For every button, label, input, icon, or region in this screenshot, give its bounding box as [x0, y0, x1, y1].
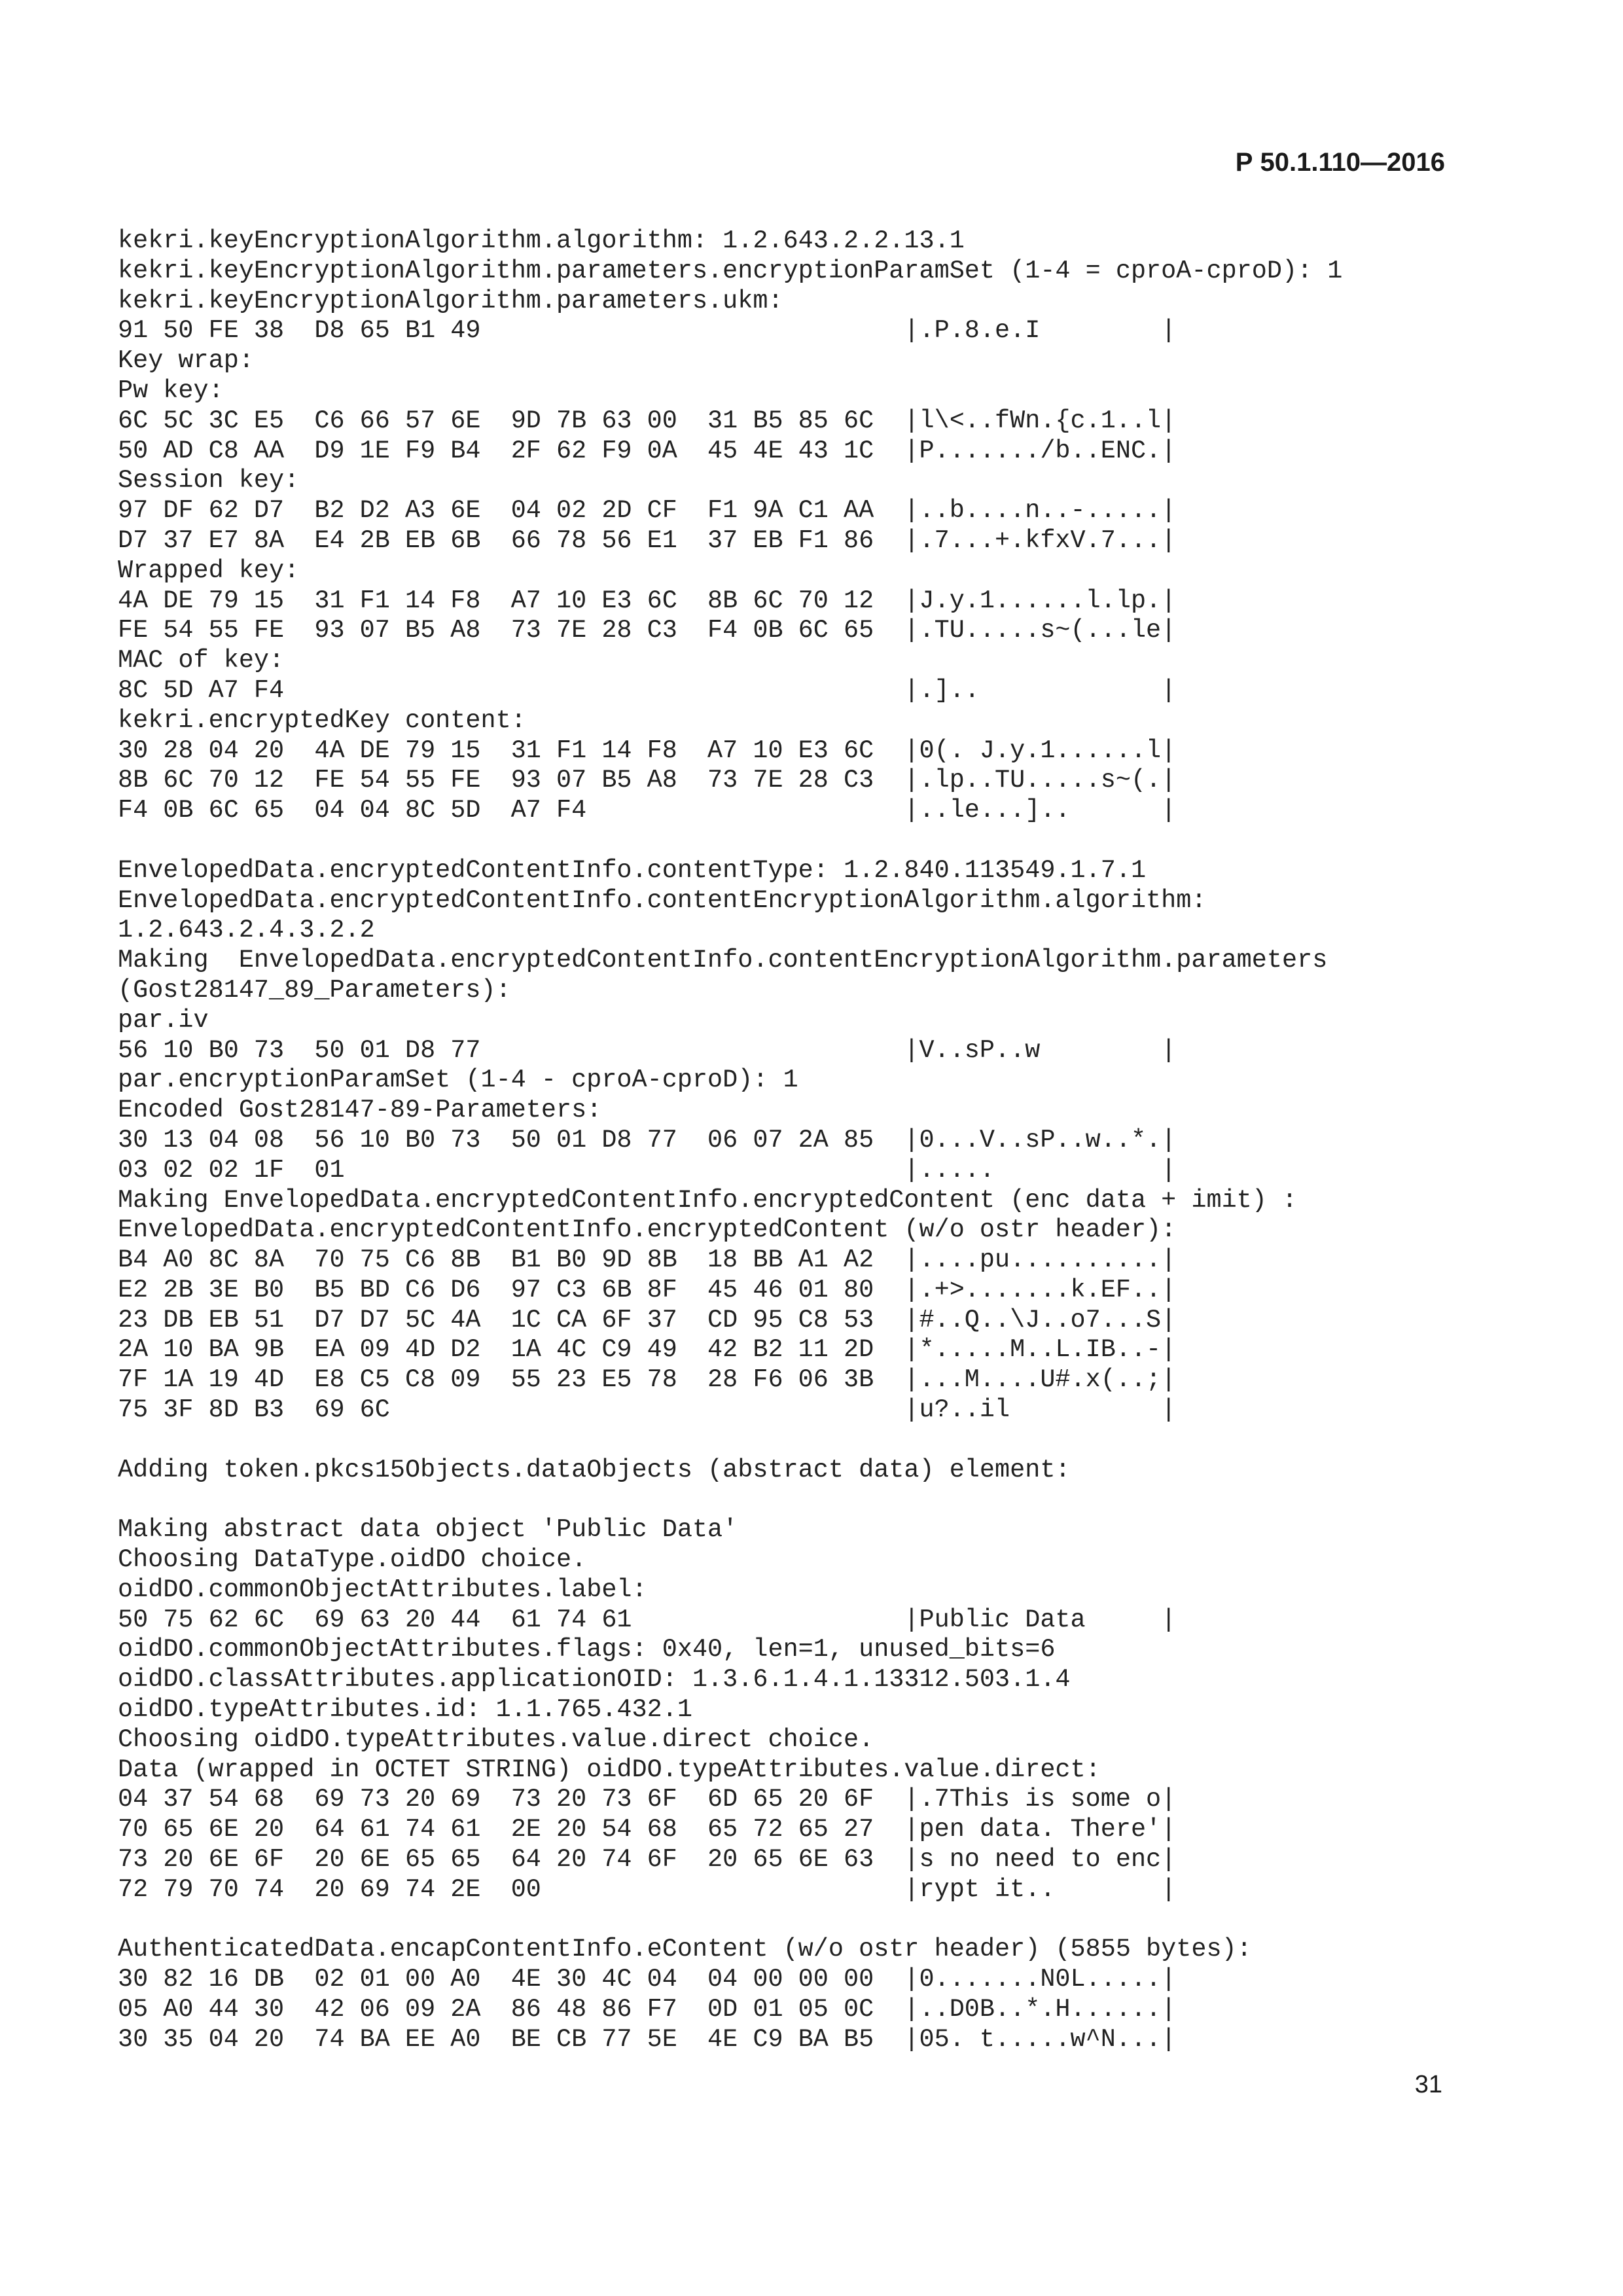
listing-line: 30 13 04 08 56 10 B0 73 50 01 D8 77 06 07 2A 85 |0...V..sP..w..*.|	[118, 1125, 1177, 1155]
listing-line: oidDO.commonObjectAttributes.flags: 0x40, len=1, unused_bits=6	[118, 1635, 1056, 1664]
listing-line: Encoded Gost28147-89-Parameters:	[118, 1096, 602, 1125]
listing-line: 2A 10 BA 9B EA 09 4D D2 1A 4C C9 49 42 B2 11 2D |*.....M..L.IB..-|	[118, 1335, 1177, 1365]
listing-line: 72 79 70 74 20 69 74 2E 00 |rypt it.. |	[118, 1874, 1177, 1904]
listing-line: 73 20 6E 6F 20 6E 65 65 64 20 74 6F 20 65 6E 63 |s no need to enc|	[118, 1845, 1177, 1874]
listing-line: kekri.keyEncryptionAlgorithm.parameters.encryptionParamSet (1-4 = cproA-cproD): 1	[118, 256, 1343, 285]
code-listing	[118, 226, 1342, 2055]
listing-line: 75 3F 8D B3 69 6C |u?..il |	[118, 1395, 1177, 1425]
listing-line: oidDO.typeAttributes.id: 1.1.765.432.1	[118, 1695, 692, 1725]
listing-line: Adding token.pkcs15Objects.dataObjects (abstract data) element:	[118, 1455, 1071, 1484]
listing-line: 30 82 16 DB 02 01 00 A0 4E 30 4C 04 04 00 00 00 |0.......N0L.....|	[118, 1965, 1177, 1994]
blank-line	[118, 1485, 1342, 1515]
listing-line: oidDO.commonObjectAttributes.label:	[118, 1575, 647, 1604]
listing-line: Making EnvelopedData.encryptedContentInfo.contentEncryptionAlgorithm.parameters	[118, 946, 1328, 975]
listing-line: Choosing oidDO.typeAttributes.value.direct choice.	[118, 1725, 874, 1754]
listing-line: FE 54 55 FE 93 07 B5 A8 73 7E 28 C3 F4 0B 6C 65 |.TU.....s~(...le|	[118, 616, 1177, 645]
listing-line: Wrapped key:	[118, 556, 300, 585]
listing-line: (Gost28147_89_Parameters):	[118, 975, 511, 1005]
listing-line: 4A DE 79 15 31 F1 14 F8 A7 10 E3 6C 8B 6C 70 12 |J.y.1......l.lp.|	[118, 586, 1177, 615]
listing-line: oidDO.classAttributes.applicationOID: 1.3.6.1.4.1.13312.503.1.4	[118, 1665, 1071, 1695]
listing-line: 6C 5C 3C E5 C6 66 57 6E 9D 7B 63 00 31 B5 85 6C |l\<..fWn.{c.1..l|	[118, 406, 1177, 435]
listing-line: 8B 6C 70 12 FE 54 55 FE 93 07 B5 A8 73 7E 28 C3 |.lp..TU.....s~(.|	[118, 766, 1177, 795]
listing-line: MAC of key:	[118, 646, 285, 675]
blank-line	[118, 1426, 1342, 1456]
listing-line: EnvelopedData.encryptedContentInfo.contentEncryptionAlgorithm.algorithm:	[118, 886, 1207, 915]
page-number: 31	[1414, 2071, 1442, 2098]
listing-line: 30 28 04 20 4A DE 79 15 31 F1 14 F8 A7 10 E3 6C |0(. J.y.1......l|	[118, 736, 1177, 765]
listing-line: E2 2B 3E B0 B5 BD C6 D6 97 C3 6B 8F 45 46 01 80 |.+>.......k.EF..|	[118, 1275, 1177, 1304]
listing-line: Choosing DataType.oidDO choice.	[118, 1545, 587, 1575]
listing-line: 56 10 B0 73 50 01 D8 77 |V..sP..w |	[118, 1035, 1177, 1065]
listing-line: EnvelopedData.encryptedContentInfo.contentType: 1.2.840.113549.1.7.1	[118, 855, 1147, 885]
listing-line: Data (wrapped in OCTET STRING) oidDO.typeAttributes.value.direct:	[118, 1755, 1101, 1784]
listing-line: F4 0B 6C 65 04 04 8C 5D A7 F4 |..le...].. |	[118, 796, 1177, 825]
listing-line: 50 AD C8 AA D9 1E F9 B4 2F 62 F9 0A 45 4E 43 1C |P......./b..ENC.|	[118, 436, 1177, 465]
listing-line: 91 50 FE 38 D8 65 B1 49 |.P.8.e.I |	[118, 316, 1177, 346]
blank-line	[118, 1905, 1342, 1935]
listing-line: kekri.encryptedKey content:	[118, 706, 526, 735]
listing-line: 50 75 62 6C 69 63 20 44 61 74 61 |Public Data |	[118, 1605, 1177, 1634]
listing-line: B4 A0 8C 8A 70 75 C6 8B B1 B0 9D 8B 18 BB A1 A2 |....pu..........|	[118, 1246, 1177, 1275]
listing-line: Making EnvelopedData.encryptedContentInfo.encryptedContent (enc data + imit) :	[118, 1185, 1298, 1215]
listing-line: par.iv	[118, 1005, 209, 1035]
blank-line	[118, 826, 1342, 856]
listing-line: par.encryptionParamSet (1-4 - cproA-cproD): 1	[118, 1066, 798, 1095]
listing-line: kekri.keyEncryptionAlgorithm.parameters.ukm:	[118, 286, 783, 315]
listing-line: EnvelopedData.encryptedContentInfo.encryptedContent (w/o ostr header):	[118, 1215, 1177, 1245]
listing-line: 23 DB EB 51 D7 D7 5C 4A 1C CA 6F 37 CD 95 C8 53 |#..Q..\J..o7...S|	[118, 1305, 1177, 1335]
document-number: Р 50.1.110—2016	[1235, 148, 1445, 177]
listing-line: AuthenticatedData.encapContentInfo.eContent (w/o ostr header) (5855 bytes):	[118, 1935, 1252, 1964]
listing-line: kekri.keyEncryptionAlgorithm.algorithm: 1.2.643.2.2.13.1	[118, 226, 965, 255]
listing-line: 1.2.643.2.4.3.2.2	[118, 916, 375, 945]
listing-line: 04 37 54 68 69 73 20 69 73 20 73 6F 6D 65 20 6F |.7This is some o|	[118, 1785, 1177, 1814]
listing-line: Pw key:	[118, 376, 224, 405]
listing-line: 7F 1A 19 4D E8 C5 C8 09 55 23 E5 78 28 F6 06 3B |...M....U#.x(..;|	[118, 1365, 1177, 1395]
listing-line: Making abstract data object 'Public Data'	[118, 1515, 738, 1545]
listing-line: 03 02 02 1F 01 |..... |	[118, 1155, 1177, 1185]
listing-line: Session key:	[118, 466, 300, 495]
listing-line: D7 37 E7 8A E4 2B EB 6B 66 78 56 E1 37 EB F1 86 |.7...+.kfxV.7...|	[118, 526, 1177, 555]
listing-line: 70 65 6E 20 64 61 74 61 2E 20 54 68 65 72 65 27 |pen data. There'|	[118, 1815, 1177, 1844]
listing-line: 97 DF 62 D7 B2 D2 A3 6E 04 02 2D CF F1 9A C1 AA |..b....n..-.....|	[118, 496, 1177, 526]
listing-line: 05 A0 44 30 42 06 09 2A 86 48 86 F7 0D 01 05 0C |..D0B..*.H......|	[118, 1995, 1177, 2024]
listing-line: 8C 5D A7 F4 |.].. |	[118, 675, 1177, 705]
listing-line: 30 35 04 20 74 BA EE A0 BE CB 77 5E 4E C9 BA B5 |05. t.....w^N...|	[118, 2024, 1177, 2054]
listing-line: Key wrap:	[118, 346, 254, 376]
